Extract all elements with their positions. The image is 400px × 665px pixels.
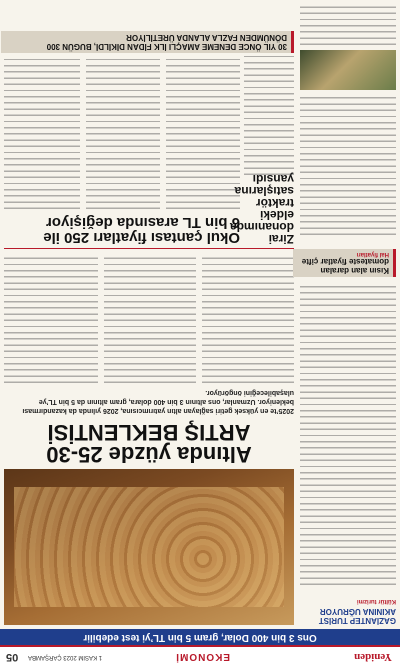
agri-line-3: traktör: [255, 196, 294, 210]
left-story-box: [293, 249, 396, 277]
headline-line-2: ARTIŞ BEKLENTİSİ: [47, 420, 251, 445]
main-headline: [4, 421, 294, 465]
second-headline-line-2: 6 bin TL arasında değişiyor: [46, 214, 240, 231]
second-headline: [4, 215, 240, 245]
bottom-story-body: [300, 3, 396, 45]
agri-headline: [229, 172, 294, 246]
main-body-column-1: [202, 253, 294, 383]
agri-line-1: Zirai donanımda: [229, 220, 294, 246]
left-story-title: Kısın alan daralan domateste fiyatlar çifte: [301, 257, 389, 275]
orchard-photo: [300, 50, 396, 90]
headline-line-1: Altında yüzde 25-30: [46, 442, 252, 467]
second-headline-line-1: Okul çantası fiyatları 250 ile: [43, 229, 240, 246]
agri-line-5: yansıdı: [252, 172, 294, 186]
bottom-story-box: [1, 31, 294, 53]
sidebar-story: [300, 595, 396, 625]
top-banner: Ons 3 bin 400 Dolar, gram 5 bin TL’yi test edebilir: [0, 629, 400, 645]
section-divider: [4, 248, 294, 249]
sidebar-title: GAZİANTEP TURİST AKININA UĞRUYOR: [318, 607, 396, 625]
agri-line-4: satışlarına: [234, 184, 294, 198]
second-body-column-1: [166, 59, 240, 209]
sidebar-subtitle: Kültür turizmi: [357, 598, 396, 604]
agri-body-text: [244, 55, 294, 175]
issue-date: 1 KASIM 2023 ÇARŞAMBA: [28, 654, 103, 660]
masthead: [0, 645, 400, 665]
section-name: EKONOMİ: [175, 651, 230, 662]
main-body-column-2: [104, 253, 196, 383]
pastry-trays-image: [14, 487, 284, 607]
bottom-story-title: 30 YIL ÖNCE DENEME AMAÇLI İLK FİDAN DİKİLDİ, BUGÜN 300 DÖNÜMDEN FAZLA ALANDA ÜRETİLİYOR: [46, 33, 287, 51]
newspaper-logo: Yeniden: [354, 651, 392, 663]
sidebar-body-text: [300, 285, 396, 585]
main-body-column-3: [4, 253, 98, 383]
left-story-body: [300, 95, 396, 235]
agri-line-2: eldeki: [259, 208, 294, 222]
second-body-column-2: [86, 59, 160, 209]
left-story-subtitle: Hal fiyatları: [356, 251, 389, 257]
second-body-column-3: [4, 59, 80, 209]
main-deck: 2025’te en yüksek getiri sağlayan altın yatırımcısına, 2026 yılında da kazandırması bekleniyor. Uzmanlar, ons altının 3 bin 400 dolara, gram altının da 5 bin TL’ye ulaşabileceğini öngörüyor.: [22, 389, 294, 414]
page-number: 05: [6, 651, 19, 663]
baklava-photo: [4, 469, 294, 625]
